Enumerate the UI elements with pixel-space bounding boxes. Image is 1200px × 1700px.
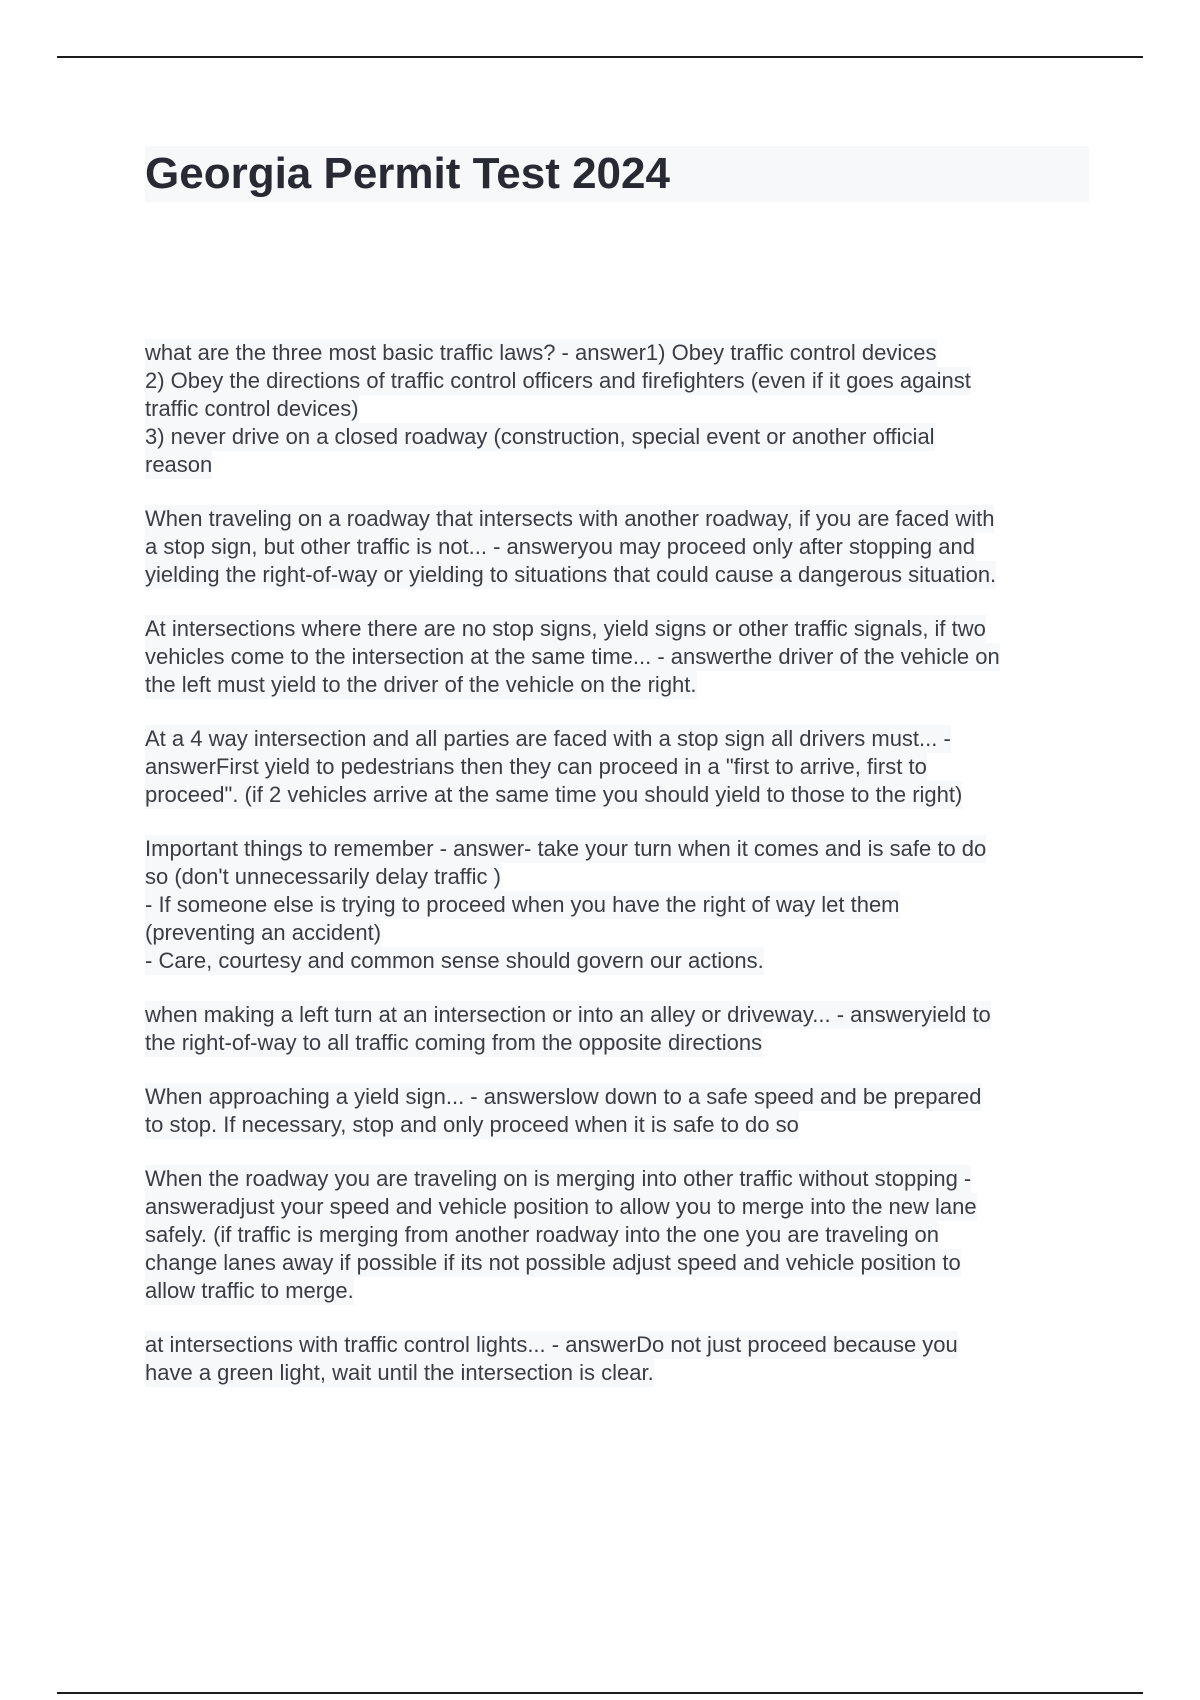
- qa-entry-9: [145, 1331, 1090, 1387]
- qa-line: when making a left turn at an intersection or into an alley or driveway... - answeryield to: [145, 1002, 991, 1027]
- qa-line: reason: [145, 452, 213, 477]
- qa-entry-5: [145, 835, 1090, 975]
- qa-line: When the roadway you are traveling on is merging into other traffic without stopping -: [145, 1166, 972, 1191]
- qa-line: yielding the right-of-way or yielding to situations that could cause a dangerous situation.: [145, 562, 997, 587]
- qa-line: At a 4 way intersection and all parties are faced with a stop sign all drivers must... -: [145, 726, 951, 751]
- qa-line: proceed". (if 2 vehicles arrive at the same time you should yield to those to the right): [145, 782, 963, 807]
- qa-line: what are the three most basic traffic laws? - answer1) Obey traffic control devices: [145, 340, 937, 365]
- qa-entry-6: [145, 1001, 1090, 1057]
- page-title: Georgia Permit Test 2024: [145, 149, 670, 198]
- qa-line: the right-of-way to all traffic coming from the opposite directions: [145, 1030, 763, 1055]
- qa-line: At intersections where there are no stop signs, yield signs or other traffic signals, if two: [145, 616, 986, 641]
- qa-entry-2: [145, 505, 1090, 589]
- qa-list: [145, 339, 1090, 1413]
- qa-line: answerFirst yield to pedestrians then they can proceed in a "first to arrive, first to: [145, 754, 927, 779]
- qa-line: the left must yield to the driver of the vehicle on the right.: [145, 672, 697, 697]
- qa-line: traffic control devices): [145, 396, 359, 421]
- qa-line: 2) Obey the directions of traffic control officers and firefighters (even if it goes against: [145, 368, 971, 393]
- qa-entry-3: [145, 615, 1090, 699]
- qa-line: (preventing an accident): [145, 920, 382, 945]
- qa-entry-1: [145, 339, 1090, 479]
- qa-line: vehicles come to the intersection at the same time... - answerthe driver of the vehicle on: [145, 644, 1000, 669]
- qa-line: When approaching a yield sign... - answerslow down to a safe speed and be prepared: [145, 1084, 982, 1109]
- bottom-rule: [57, 1692, 1143, 1694]
- qa-line: change lanes away if possible if its not possible adjust speed and vehicle position to: [145, 1250, 961, 1275]
- qa-line: so (don't unnecessarily delay traffic ): [145, 864, 501, 889]
- qa-line: 3) never drive on a closed roadway (construction, special event or another official: [145, 424, 935, 449]
- qa-line: safely. (if traffic is merging from another roadway into the one you are traveling on: [145, 1222, 940, 1247]
- top-rule: [57, 56, 1143, 58]
- qa-line: at intersections with traffic control lights... - answerDo not just proceed because you: [145, 1332, 958, 1357]
- qa-line: - If someone else is trying to proceed when you have the right of way let them: [145, 892, 900, 917]
- qa-line: Important things to remember - answer- take your turn when it comes and is safe to do: [145, 836, 987, 861]
- qa-line: to stop. If necessary, stop and only proceed when it is safe to do so: [145, 1112, 799, 1137]
- qa-entry-7: [145, 1083, 1090, 1139]
- qa-entry-8: [145, 1165, 1090, 1305]
- qa-line: a stop sign, but other traffic is not... - answeryou may proceed only after stopping and: [145, 534, 975, 559]
- qa-line: allow traffic to merge.: [145, 1278, 354, 1303]
- qa-line: answeradjust your speed and vehicle position to allow you to merge into the new lane: [145, 1194, 977, 1219]
- qa-line: have a green light, wait until the intersection is clear.: [145, 1360, 654, 1385]
- qa-line: - Care, courtesy and common sense should govern our actions.: [145, 948, 764, 973]
- qa-entry-4: [145, 725, 1090, 809]
- qa-line: When traveling on a roadway that intersects with another roadway, if you are faced with: [145, 506, 995, 531]
